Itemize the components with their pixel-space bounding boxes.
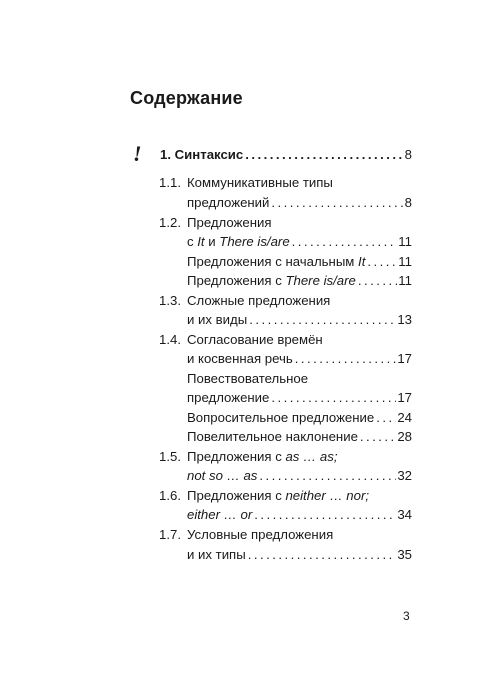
page-number: 3 — [403, 609, 410, 623]
toc-entry-1-5[interactable] — [187, 468, 412, 484]
toc-num: 1.7. — [159, 527, 181, 542]
toc-label: Предложения с as … as; — [187, 449, 338, 464]
toc-num: 1.2. — [159, 215, 181, 230]
toc-leader — [295, 351, 397, 367]
toc-label: и косвенная речь — [187, 351, 293, 366]
toc-label: Повелительное наклонение — [187, 429, 358, 444]
toc-num: 1.4. — [159, 332, 181, 347]
toc-leader — [259, 468, 396, 484]
exclamation-icon: ! — [133, 141, 142, 166]
toc-num: 1.1. — [159, 175, 181, 190]
toc-label: Предложения с neither … nor; — [187, 488, 370, 503]
toc-page: 34 — [397, 507, 412, 522]
toc-entry-1-6[interactable] — [187, 507, 412, 523]
toc-label: Предложения с начальным It — [187, 254, 366, 269]
toc-label: either … or — [187, 507, 253, 522]
toc-entry-1-2-initial-it[interactable] — [187, 254, 412, 270]
toc-label: предложение — [187, 390, 270, 405]
toc-leader — [271, 390, 396, 406]
toc-page: 17 — [397, 390, 412, 405]
toc-entry-1-4[interactable] — [187, 351, 412, 367]
toc-leader — [376, 410, 396, 426]
toc-leader — [358, 273, 397, 289]
toc-entry-1-4-declarative[interactable] — [187, 390, 412, 406]
toc-label: и их виды — [187, 312, 248, 327]
toc-page: 28 — [397, 429, 412, 444]
toc-label: Предложения — [187, 215, 272, 230]
toc-label: Предложения с There is/are — [187, 273, 356, 288]
toc-label: и их типы — [187, 547, 246, 562]
toc-page: 8 — [404, 147, 412, 162]
toc-label: Вопросительное предложение — [187, 410, 375, 425]
toc-label: Сложные предложения — [187, 293, 331, 308]
toc-page: 11 — [398, 234, 412, 249]
toc-entry-1-4-interrogative[interactable] — [187, 410, 412, 426]
toc-entry-1-3[interactable] — [187, 312, 412, 328]
toc-page: 11 — [398, 254, 412, 269]
toc-label: Повествовательное — [187, 371, 309, 386]
toc-label: Условные предложения — [187, 527, 334, 542]
toc-label: Согласование времён — [187, 332, 323, 347]
page-title: Содержание — [130, 88, 243, 108]
toc-leader — [248, 547, 397, 563]
toc-num: 1.3. — [159, 293, 181, 308]
toc-entry-1-1[interactable] — [187, 195, 412, 211]
toc-label: Коммуникативные типы — [187, 175, 333, 190]
toc-page: 11 — [398, 273, 412, 288]
toc-leader — [249, 312, 396, 328]
toc-entry-1-2[interactable] — [187, 234, 412, 250]
toc-page: 32 — [397, 468, 412, 483]
toc-label: 1. Синтаксис — [160, 147, 244, 162]
toc-page: 35 — [397, 547, 412, 562]
toc-label: предложений — [187, 195, 270, 210]
toc-leader — [245, 147, 403, 163]
toc-leader — [292, 234, 398, 250]
toc-page: 17 — [397, 351, 412, 366]
toc-label: с It и There is/are — [187, 234, 290, 249]
toc-leader — [367, 254, 397, 270]
toc-page: 24 — [397, 410, 412, 425]
toc-leader — [271, 195, 403, 211]
toc-entry-1-2-there-is[interactable] — [187, 273, 412, 289]
toc-page: 8 — [404, 195, 412, 210]
toc-num: 1.6. — [159, 488, 181, 503]
toc-label: not so … as — [187, 468, 258, 483]
toc-page: 13 — [397, 312, 412, 327]
toc-num: 1.5. — [159, 449, 181, 464]
toc-leader — [254, 507, 396, 523]
toc-entry-syntax[interactable] — [160, 147, 412, 163]
toc-leader — [360, 429, 396, 445]
toc-entry-1-7[interactable] — [187, 547, 412, 563]
toc-entry-1-4-imperative[interactable] — [187, 429, 412, 445]
